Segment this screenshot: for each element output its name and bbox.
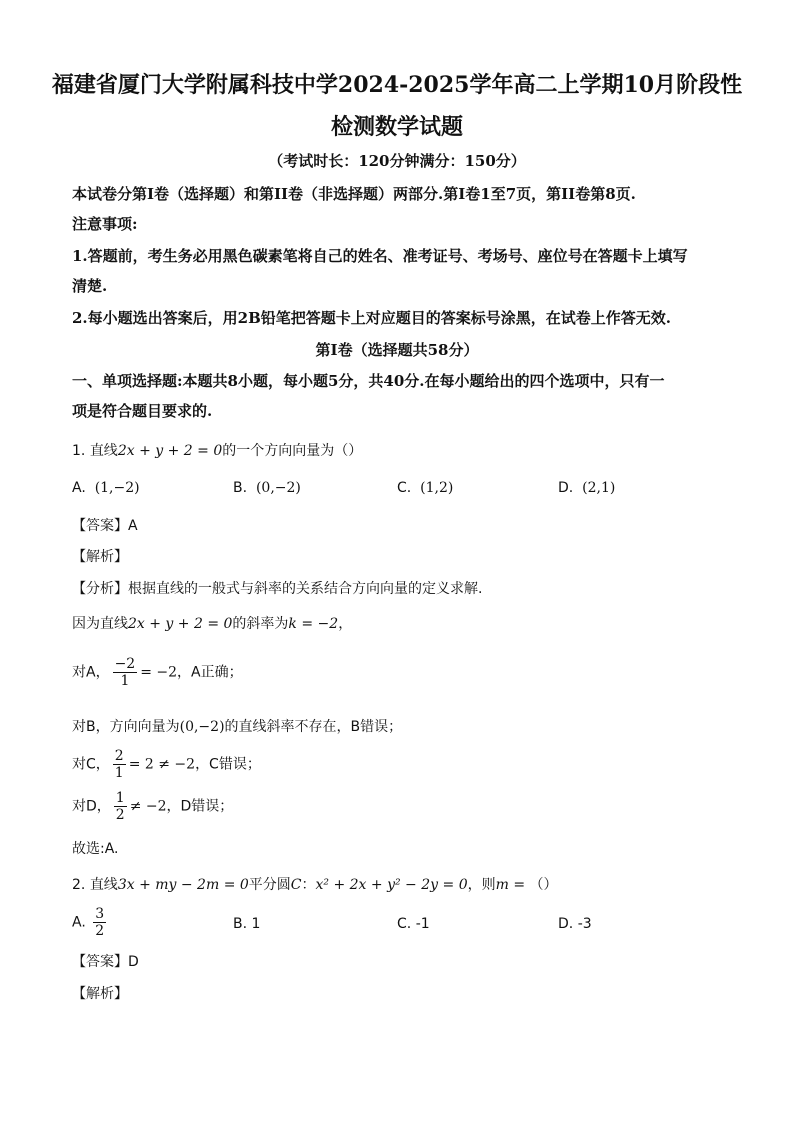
question-text: 直线 [89,443,118,459]
q1-check-a: 对A， $\frac{-2}{1}$ = −2，A正确； [72,656,243,689]
intro-text: 本试卷分第I卷（选择题）和第II卷（非选择题）两部分.第I卷1至7页，第II卷第8页. [72,185,636,203]
q1-check-b: 对B，方向向量为(0,−2)的直线斜率不存在，B错误； [72,719,403,735]
q2-analysis-label: 【解析】 [72,986,128,1002]
q1-answer: 【答案】A [72,518,138,534]
notice-item-2: 2.每小题选出答案后，用2B铅笔把答题卡上对应题目的答案标号涂黑，在试卷上作答无效. [72,309,672,327]
q2-option-c: C. -1 [397,916,430,932]
q1-option-a: A. (1,−2) [72,480,140,496]
question-number: 1. [72,443,86,459]
question-text: 的一个方向向量为（） [222,443,363,459]
q1-option-b: B. (0,−2) [233,480,301,496]
exam-title-line1: 福建省厦门大学附属科技中学2024-2025学年高二上学期10月阶段性 [51,72,743,98]
q1-check-c: 对C， $\frac{2}{1}$ = 2 ≠ −2，C错误； [72,748,261,781]
math-equation: x² + 2x + y² − 2y = 0 [315,877,468,893]
fraction: $\frac{2}{1}$ [114,748,124,781]
fraction: $\frac{-2}{1}$ [114,656,136,689]
q1-slope-statement: 因为直线2x + y + 2 = 0的斜率为k = −2， [72,616,353,632]
exam-title-line2: 检测数学试题 [330,114,463,140]
notice-item-1-cont: 清楚. [72,277,108,295]
q2-option-d: D. -3 [558,916,592,932]
fraction: $\frac{3}{2}$ [95,906,105,939]
q1-option-d: D. (2,1) [558,480,616,496]
question-1 [72,440,722,460]
q2-answer: 【答案】D [72,954,139,970]
math-equation: 3x + my − 2m = 0 [117,877,249,893]
section-heading: 第I卷（选择题共58分） [315,341,479,359]
q1-check-d: 对D， $\frac{1}{2}$ ≠ −2，D错误； [72,790,234,823]
q1-analysis-label: 【解析】 [72,549,128,565]
fraction: $\frac{1}{2}$ [115,790,125,823]
section-instruction-line2: 项是符合题目要求的. [72,402,213,420]
q1-option-c: C. (1,2) [397,480,454,496]
section-instruction-line1: 一、单项选择题:本题共8小题，每小题5分，共40分.在每小题给出的四个选项中，只有一 [72,372,665,390]
q1-conclusion: 故选:A. [72,841,119,857]
exam-info: （考试时长：120分钟满分：150分） [268,152,526,170]
notice-item-1: 1.答题前，考生务必用黑色碳素笔将自己的姓名、准考证号、考场号、座位号在答题卡上填写 [72,247,688,265]
math-equation: 2x + y + 2 = 0 [117,443,223,459]
question-2: 2. 直线3x + my − 2m = 0平分圆C：x² + 2x + y² − 2y = 0，则m = （） [72,877,558,893]
question-number: 2. [72,877,86,893]
q2-option-b: B. 1 [233,916,261,932]
q2-option-a: A. $\frac{3}{2}$ [72,906,105,939]
q1-analysis-intro: 【分析】根据直线的一般式与斜率的关系结合方向向量的定义求解. [72,581,483,597]
notice-heading: 注意事项: [72,215,138,233]
